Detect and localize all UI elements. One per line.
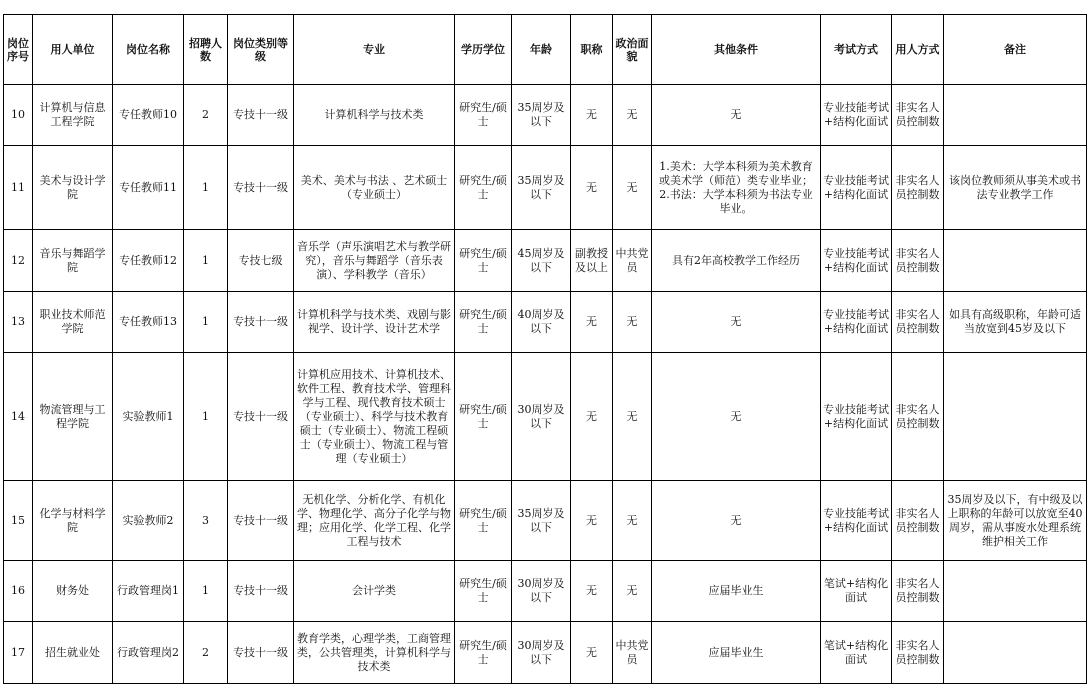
level-cell: 专技十一级 bbox=[228, 561, 294, 622]
exam-cell: 笔试+结构化面试 bbox=[821, 561, 892, 622]
note-cell: 该岗位教师须从事美术或书法专业教学工作 bbox=[944, 146, 1087, 230]
header-cell: 学历学位 bbox=[455, 15, 512, 85]
unit-cell: 计算机与信息工程学院 bbox=[33, 85, 113, 146]
mode-cell: 非实名人员控制数 bbox=[892, 292, 944, 353]
header-cell: 岗位类别等级 bbox=[228, 15, 294, 85]
title-cell: 无 bbox=[571, 622, 613, 684]
major-cell: 美术、美术与书法 、艺术硕士（专业硕士） bbox=[294, 146, 455, 230]
title-cell: 无 bbox=[571, 292, 613, 353]
exam-cell: 笔试+结构化面试 bbox=[821, 622, 892, 684]
exam-cell: 专业技能考试+结构化面试 bbox=[821, 353, 892, 481]
edu-cell: 研究生/硕士 bbox=[455, 353, 512, 481]
unit-cell: 职业技术师范学院 bbox=[33, 292, 113, 353]
header-cell: 政治面貌 bbox=[613, 15, 652, 85]
mode-cell: 非实名人员控制数 bbox=[892, 353, 944, 481]
exam-cell: 专业技能考试+结构化面试 bbox=[821, 230, 892, 292]
age-cell: 35周岁及以下 bbox=[512, 85, 571, 146]
post-cell: 实验教师2 bbox=[113, 481, 184, 561]
post-cell: 实验教师1 bbox=[113, 353, 184, 481]
mode-cell: 非实名人员控制数 bbox=[892, 85, 944, 146]
exam-cell: 专业技能考试+结构化面试 bbox=[821, 481, 892, 561]
note-cell bbox=[944, 353, 1087, 481]
table-row bbox=[4, 85, 1087, 146]
mode-cell: 非实名人员控制数 bbox=[892, 561, 944, 622]
header-cell: 用人方式 bbox=[892, 15, 944, 85]
exam-cell: 专业技能考试+结构化面试 bbox=[821, 85, 892, 146]
header-cell: 备注 bbox=[944, 15, 1087, 85]
major-cell: 计算机应用技术、计算机技术、软件工程、教育技术学、管理科学与工程、现代教育技术硕士（专业硕士）、科学与技术教育硕士（专业硕士）、物流工程硕士（专业硕士）、物流工程与管理（专业硕士） bbox=[294, 353, 455, 481]
num-cell: 3 bbox=[184, 481, 228, 561]
other-cell: 无 bbox=[652, 85, 821, 146]
politics-cell: 无 bbox=[613, 561, 652, 622]
note-cell bbox=[944, 622, 1087, 684]
seq-cell: 16 bbox=[4, 561, 33, 622]
major-cell: 会计学类 bbox=[294, 561, 455, 622]
title-cell: 无 bbox=[571, 146, 613, 230]
age-cell: 35周岁及以下 bbox=[512, 146, 571, 230]
post-cell: 专任教师11 bbox=[113, 146, 184, 230]
age-cell: 40周岁及以下 bbox=[512, 292, 571, 353]
politics-cell: 无 bbox=[613, 146, 652, 230]
unit-cell: 物流管理与工程学院 bbox=[33, 353, 113, 481]
header-cell: 用人单位 bbox=[33, 15, 113, 85]
seq-cell: 17 bbox=[4, 622, 33, 684]
unit-cell: 美术与设计学院 bbox=[33, 146, 113, 230]
mode-cell: 非实名人员控制数 bbox=[892, 481, 944, 561]
seq-cell: 13 bbox=[4, 292, 33, 353]
header-cell: 专业 bbox=[294, 15, 455, 85]
title-cell: 无 bbox=[571, 85, 613, 146]
recruitment-table bbox=[3, 14, 1087, 684]
exam-cell: 专业技能考试+结构化面试 bbox=[821, 292, 892, 353]
header-cell: 职称 bbox=[571, 15, 613, 85]
num-cell: 1 bbox=[184, 146, 228, 230]
level-cell: 专技十一级 bbox=[228, 622, 294, 684]
major-cell: 计算机科学与技术类 bbox=[294, 85, 455, 146]
age-cell: 30周岁及以下 bbox=[512, 622, 571, 684]
mode-cell: 非实名人员控制数 bbox=[892, 230, 944, 292]
header-cell: 考试方式 bbox=[821, 15, 892, 85]
note-cell bbox=[944, 561, 1087, 622]
age-cell: 45周岁及以下 bbox=[512, 230, 571, 292]
post-cell: 专任教师12 bbox=[113, 230, 184, 292]
header-cell: 其他条件 bbox=[652, 15, 821, 85]
note-cell: 如具有高级职称，年龄可适当放宽到45岁及以下 bbox=[944, 292, 1087, 353]
unit-cell: 财务处 bbox=[33, 561, 113, 622]
exam-cell: 专业技能考试+结构化面试 bbox=[821, 146, 892, 230]
post-cell: 行政管理岗1 bbox=[113, 561, 184, 622]
num-cell: 2 bbox=[184, 622, 228, 684]
num-cell: 1 bbox=[184, 230, 228, 292]
title-cell: 副教授及以上 bbox=[571, 230, 613, 292]
level-cell: 专技十一级 bbox=[228, 85, 294, 146]
major-cell: 计算机科学与技术类、戏剧与影视学、设计学、设计艺术学 bbox=[294, 292, 455, 353]
other-cell: 无 bbox=[652, 481, 821, 561]
seq-cell: 15 bbox=[4, 481, 33, 561]
edu-cell: 研究生/硕士 bbox=[455, 146, 512, 230]
other-cell: 无 bbox=[652, 353, 821, 481]
age-cell: 30周岁及以下 bbox=[512, 561, 571, 622]
politics-cell: 无 bbox=[613, 481, 652, 561]
level-cell: 专技十一级 bbox=[228, 481, 294, 561]
edu-cell: 研究生/硕士 bbox=[455, 292, 512, 353]
post-cell: 行政管理岗2 bbox=[113, 622, 184, 684]
note-cell bbox=[944, 85, 1087, 146]
title-cell: 无 bbox=[571, 481, 613, 561]
note-cell: 35周岁及以下，有中级及以上职称的年龄可以放宽至40周岁，需从事废水处理系统维护相关工作 bbox=[944, 481, 1087, 561]
seq-cell: 14 bbox=[4, 353, 33, 481]
title-cell: 无 bbox=[571, 353, 613, 481]
unit-cell: 招生就业处 bbox=[33, 622, 113, 684]
post-cell: 专任教师10 bbox=[113, 85, 184, 146]
header-cell: 岗位序号 bbox=[4, 15, 33, 85]
edu-cell: 研究生/硕士 bbox=[455, 230, 512, 292]
edu-cell: 研究生/硕士 bbox=[455, 622, 512, 684]
unit-cell: 化学与材料学院 bbox=[33, 481, 113, 561]
table-row bbox=[4, 230, 1087, 292]
header-cell: 年龄 bbox=[512, 15, 571, 85]
politics-cell: 中共党员 bbox=[613, 230, 652, 292]
level-cell: 专技十一级 bbox=[228, 292, 294, 353]
politics-cell: 无 bbox=[613, 85, 652, 146]
table-row bbox=[4, 622, 1087, 684]
header-row bbox=[4, 15, 1087, 85]
other-cell: 具有2年高校教学工作经历 bbox=[652, 230, 821, 292]
major-cell: 无机化学、分析化学、有机化学、物理化学、高分子化学与物理；应用化学、化学工程、化学工程与技术 bbox=[294, 481, 455, 561]
seq-cell: 11 bbox=[4, 146, 33, 230]
table-row bbox=[4, 353, 1087, 481]
header-cell: 岗位名称 bbox=[113, 15, 184, 85]
politics-cell: 无 bbox=[613, 292, 652, 353]
table-row bbox=[4, 481, 1087, 561]
num-cell: 1 bbox=[184, 292, 228, 353]
major-cell: 音乐学（声乐演唱艺术与教学研究），音乐与舞蹈学（音乐表演）、学科教学（音乐） bbox=[294, 230, 455, 292]
header-cell: 招聘人数 bbox=[184, 15, 228, 85]
table-row bbox=[4, 561, 1087, 622]
seq-cell: 12 bbox=[4, 230, 33, 292]
mode-cell: 非实名人员控制数 bbox=[892, 622, 944, 684]
num-cell: 2 bbox=[184, 85, 228, 146]
edu-cell: 研究生/硕士 bbox=[455, 481, 512, 561]
unit-cell: 音乐与舞蹈学院 bbox=[33, 230, 113, 292]
other-cell: 应届毕业生 bbox=[652, 561, 821, 622]
age-cell: 30周岁及以下 bbox=[512, 353, 571, 481]
edu-cell: 研究生/硕士 bbox=[455, 561, 512, 622]
other-cell: 应届毕业生 bbox=[652, 622, 821, 684]
level-cell: 专技十一级 bbox=[228, 146, 294, 230]
table-row bbox=[4, 146, 1087, 230]
note-cell bbox=[944, 230, 1087, 292]
age-cell: 35周岁及以下 bbox=[512, 481, 571, 561]
num-cell: 1 bbox=[184, 561, 228, 622]
level-cell: 专技十一级 bbox=[228, 353, 294, 481]
edu-cell: 研究生/硕士 bbox=[455, 85, 512, 146]
table-row bbox=[4, 292, 1087, 353]
title-cell: 无 bbox=[571, 561, 613, 622]
major-cell: 教育学类，心理学类，工商管理类，公共管理类，计算机科学与技术类 bbox=[294, 622, 455, 684]
politics-cell: 无 bbox=[613, 353, 652, 481]
politics-cell: 中共党员 bbox=[613, 622, 652, 684]
other-cell: 1.美术：大学本科须为美术教育或美术学（师范）类专业毕业； 2.书法：大学本科须为书法专业毕业。 bbox=[652, 146, 821, 230]
seq-cell: 10 bbox=[4, 85, 33, 146]
post-cell: 专任教师13 bbox=[113, 292, 184, 353]
num-cell: 1 bbox=[184, 353, 228, 481]
level-cell: 专技七级 bbox=[228, 230, 294, 292]
other-cell: 无 bbox=[652, 292, 821, 353]
mode-cell: 非实名人员控制数 bbox=[892, 146, 944, 230]
